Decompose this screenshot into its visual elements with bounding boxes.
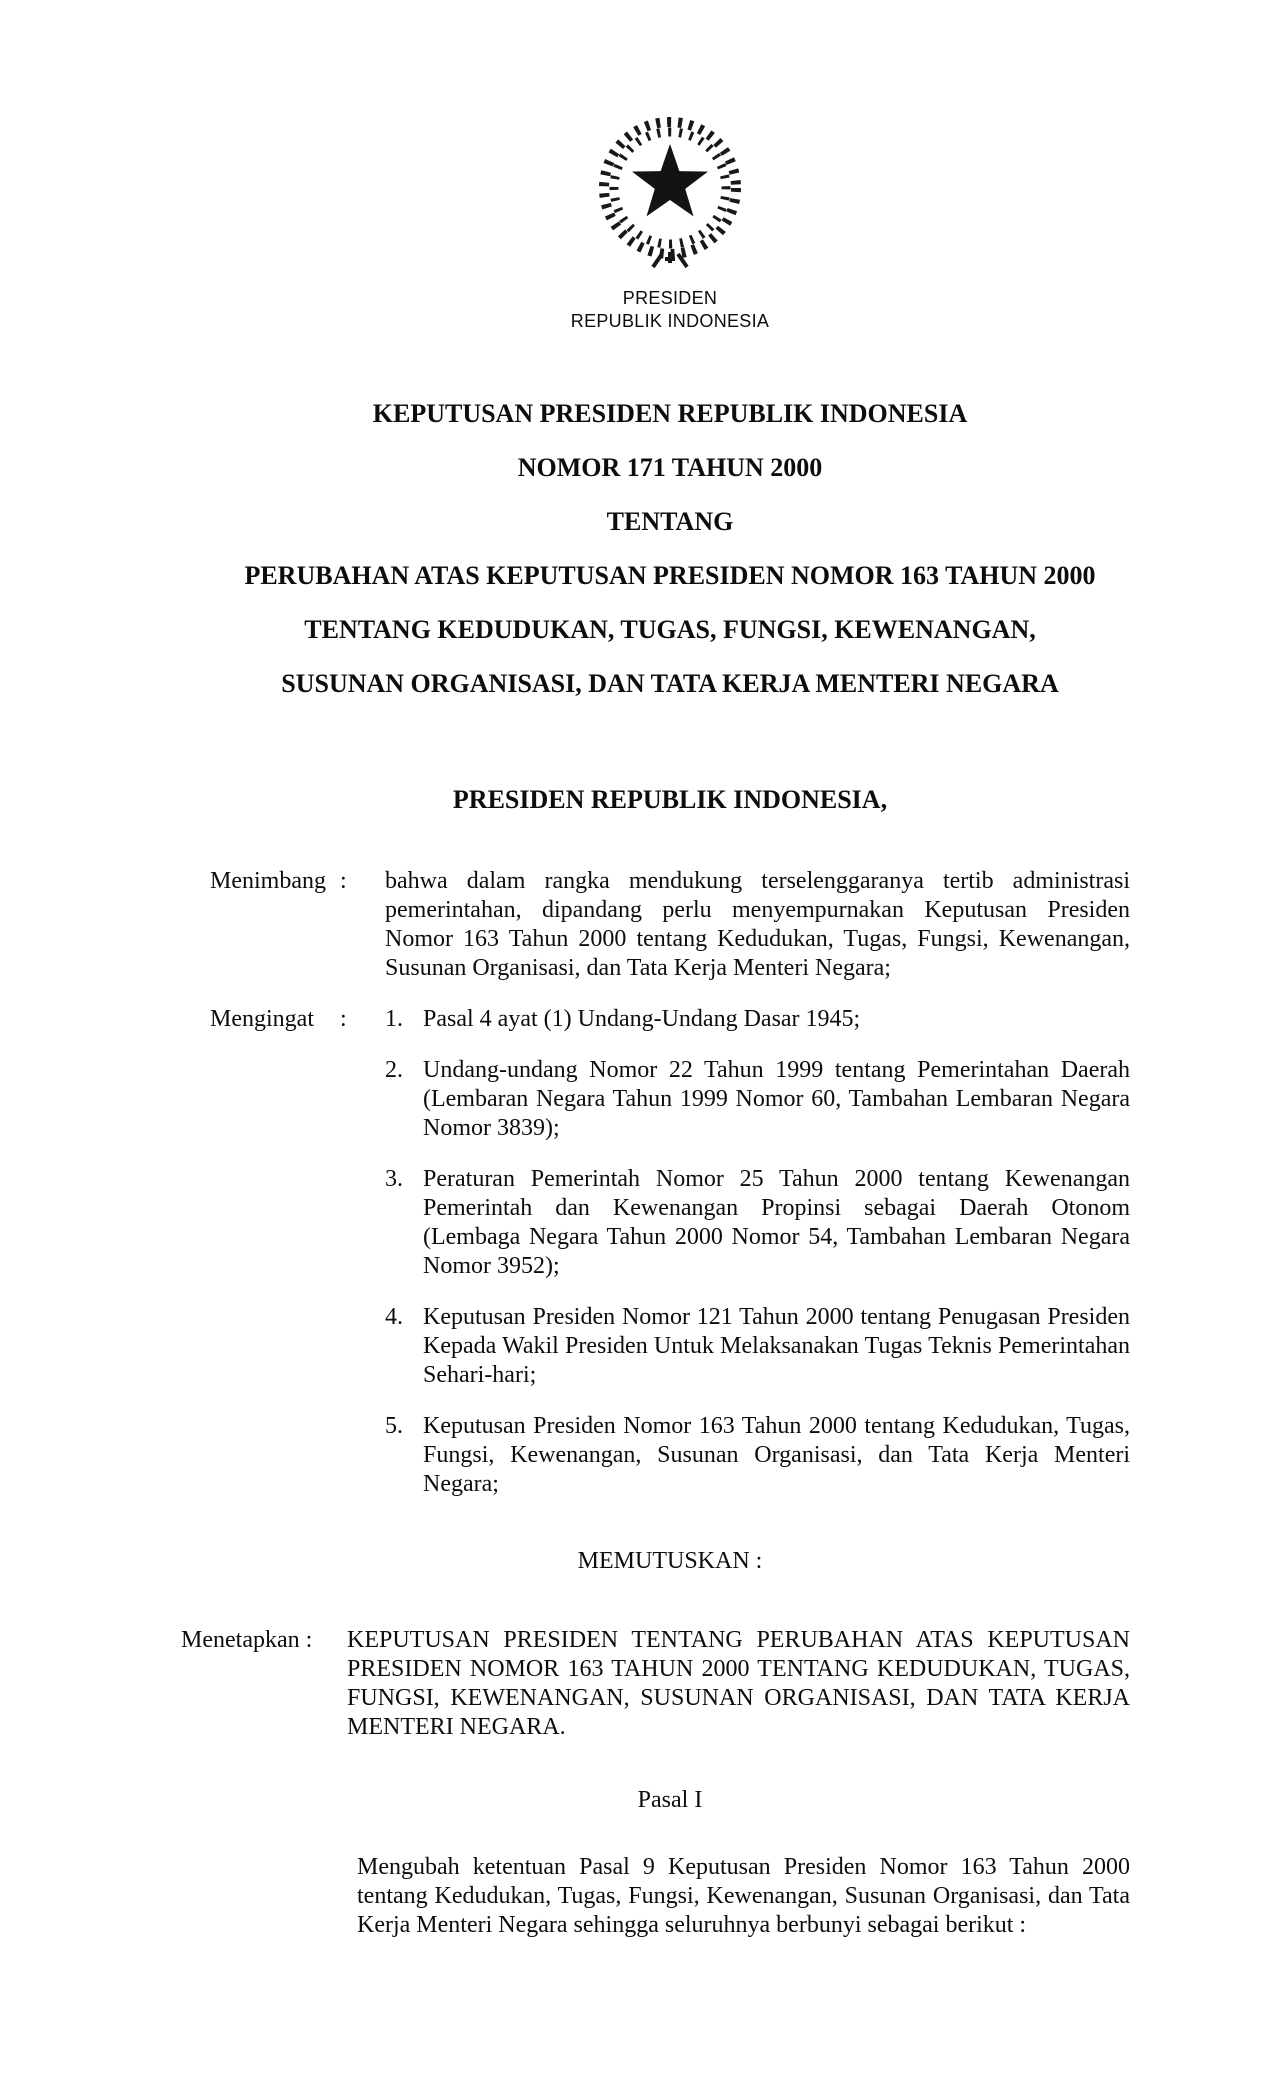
title-line-3: TENTANG [606, 507, 734, 536]
list-item-number: 1. [385, 1006, 403, 1032]
considering-section [210, 867, 1130, 983]
stipulating-section [181, 1626, 1130, 1742]
recalling-section [210, 1005, 1130, 1499]
decree-title-block [210, 387, 1130, 711]
recalling-colon: : [340, 1006, 347, 1032]
list-item [385, 1165, 1130, 1281]
article-paragraph: Mengubah ketentuan Pasal 9 Keputusan Presiden Nomor 163 Tahun 2000 tentang Kedudukan, Tugas, Fungsi, Kewenangan, Susunan Organisasi, dan Tata Kerja Menteri Negara sehingga seluruhnya berbunyi sebagai berikut : [357, 1854, 1130, 1938]
list-item [385, 1005, 1130, 1034]
considering-label: Menimbang [210, 868, 326, 894]
considering-colon: : [340, 868, 347, 894]
list-item-text: Keputusan Presiden Nomor 163 Tahun 2000 tentang Kedudukan, Tugas, Fungsi, Kewenangan, Susunan Organisasi, dan Tata Kerja Menteri Negara; [423, 1413, 1130, 1497]
list-item-text: Undang-undang Nomor 22 Tahun 1999 tentang Pemerintahan Daerah (Lembaran Negara Tahun 1999 Nomor 60, Tambahan Lembaran Negara Nomor 3839); [423, 1057, 1130, 1141]
list-item-text: Pasal 4 ayat (1) Undang-Undang Dasar 1945; [423, 1006, 861, 1032]
star-glyph [632, 144, 708, 216]
letterhead-presiden: PRESIDEN [622, 288, 718, 308]
salutation-heading: PRESIDEN REPUBLIK INDONESIA, [452, 785, 888, 814]
considering-paragraph: bahwa dalam rangka mendukung terselenggaranya tertib administrasi pemerintahan, dipandang perlu menyempurnakan Keputusan Presiden Nomor 163 Tahun 2000 tentang Kedudukan, Tugas, Fungsi, Kewenangan, Susunan Organisasi, dan Tata Kerja Menteri Negara; [385, 868, 1130, 981]
recalling-list [385, 1005, 1130, 1499]
letterhead-republik-indonesia: REPUBLIK INDONESIA [570, 311, 770, 331]
stipulating-paragraph: KEPUTUSAN PRESIDEN TENTANG PERUBAHAN ATAS KEPUTUSAN PRESIDEN NOMOR 163 TAHUN 2000 TENTANG KEDUDUKAN, TUGAS, FUNGSI, KEWENANGAN, SUSUNAN ORGANISASI, DAN TATA KERJA MENTERI NEGARA. [347, 1627, 1130, 1740]
star-wreath-emblem-icon [582, 104, 758, 282]
title-line-1: KEPUTUSAN PRESIDEN REPUBLIK INDONESIA [372, 399, 968, 428]
stipulating-label: Menetapkan : [181, 1627, 313, 1653]
list-item [385, 1056, 1130, 1143]
list-item-text: Keputusan Presiden Nomor 121 Tahun 2000 tentang Penugasan Presiden Kepada Wakil Presiden Untuk Melaksanakan Tugas Teknis Pemerintahan Sehari-hari; [423, 1304, 1130, 1388]
title-line-4: PERUBAHAN ATAS KEPUTUSAN PRESIDEN NOMOR 163 TAHUN 2000 [244, 561, 1096, 590]
letterhead [210, 104, 1130, 333]
list-item [385, 1303, 1130, 1390]
list-item-text: Peraturan Pemerintah Nomor 25 Tahun 2000 tentang Kewenangan Pemerintah dan Kewenangan Propinsi sebagai Daerah Otonom (Lembaga Negara Tahun 2000 Nomor 54, Tambahan Lembaran Negara Nomor 3952); [423, 1166, 1130, 1279]
deciding-heading: MEMUTUSKAN : [577, 1548, 763, 1574]
title-line-6: SUSUNAN ORGANISASI, DAN TATA KERJA MENTERI NEGARA [281, 669, 1059, 698]
list-item-number: 3. [385, 1166, 403, 1192]
article-heading: Pasal I [637, 1787, 703, 1813]
list-item [385, 1412, 1130, 1499]
list-item-number: 2. [385, 1057, 403, 1083]
recalling-label: Mengingat [210, 1006, 314, 1032]
title-line-5: TENTANG KEDUDUKAN, TUGAS, FUNGSI, KEWENANGAN, [304, 615, 1036, 644]
list-item-number: 4. [385, 1304, 403, 1330]
title-line-2: NOMOR 171 TAHUN 2000 [517, 453, 823, 482]
list-item-number: 5. [385, 1413, 403, 1439]
